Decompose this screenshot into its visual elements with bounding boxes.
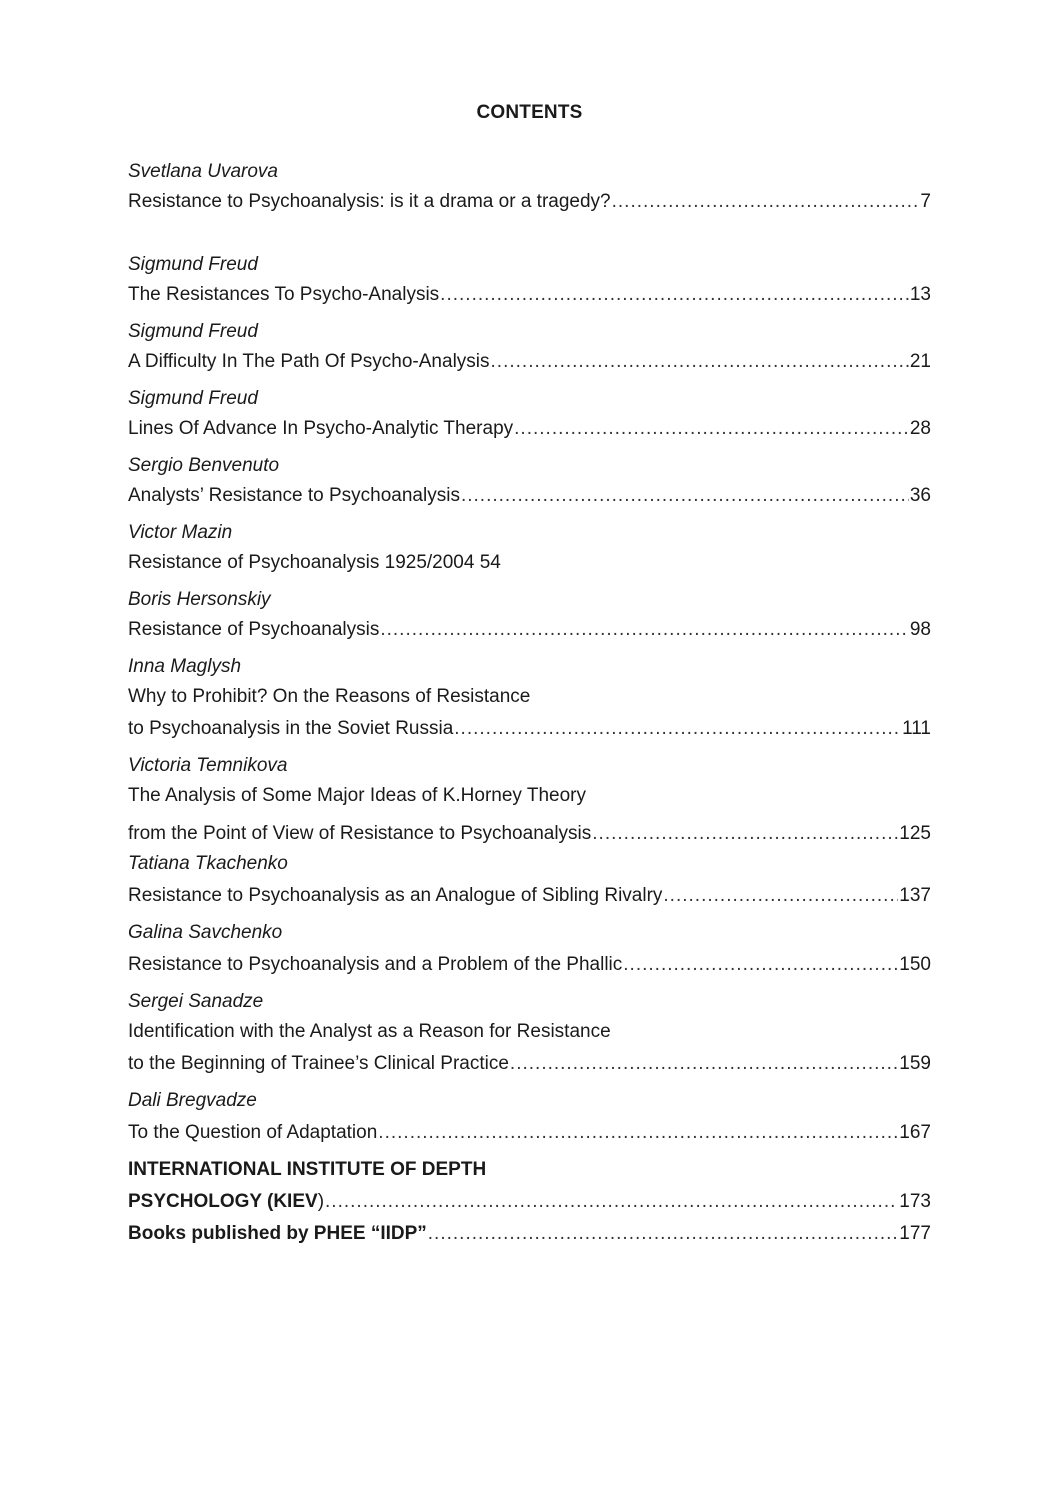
entry-author: Sigmund Freud (128, 388, 258, 409)
dot-leader (592, 819, 898, 849)
dot-leader (378, 1118, 898, 1148)
toc-entry (128, 751, 931, 849)
entry-author: Svetlana Uvarova (128, 161, 278, 182)
dot-leader (428, 1219, 899, 1249)
entry-page: 150 (899, 954, 931, 975)
institute-line2: PSYCHOLOGY (KIEV (128, 1191, 318, 1212)
table-of-contents (128, 157, 931, 1249)
entry-title-line1: Identification with the Analyst as a Reason for Resistance (128, 1021, 611, 1042)
entry-title-line1: Why to Prohibit? On the Reasons of Resistance (128, 686, 531, 707)
entry-title[interactable]: Resistance of Psychoanalysis 1925/2004 54 (128, 552, 501, 573)
entry-page: 36 (909, 485, 931, 506)
entry-page: 13 (909, 284, 931, 305)
institute-line2-suffix: ) (317, 1191, 325, 1212)
entry-title: from the Point of View of Resistance to Psychoanalysis (128, 823, 592, 844)
entry-title-line1: The Analysis of Some Major Ideas of K.Horney Theory (128, 785, 586, 806)
entry-author: Boris Hersonskiy (128, 589, 271, 610)
entry-author: Victoria Temnikova (128, 755, 288, 776)
entry-line[interactable] (128, 280, 931, 310)
entry-page: 137 (899, 885, 931, 906)
entry-author: Tatiana Tkachenko (128, 853, 288, 874)
entry-line[interactable] (128, 615, 931, 645)
entry-line[interactable] (128, 1118, 931, 1148)
entry-author: Sergei Sanadze (128, 991, 264, 1012)
dot-leader (510, 1049, 898, 1079)
dot-leader (325, 1187, 898, 1217)
dot-leader (612, 187, 920, 217)
toc-entry (128, 849, 931, 911)
toc-entry (128, 384, 931, 444)
dot-leader (461, 481, 909, 511)
entry-page: 98 (909, 619, 931, 640)
entry-line[interactable] (128, 1187, 931, 1217)
entry-line[interactable] (128, 1219, 931, 1249)
entry-author: Sigmund Freud (128, 254, 258, 275)
entry-line[interactable] (128, 950, 931, 980)
entry-line[interactable] (128, 481, 931, 511)
entry-line[interactable] (128, 819, 931, 849)
entry-title: Resistance to Psychoanalysis: is it a drama or a tragedy? (128, 191, 611, 212)
institute-line1: INTERNATIONAL INSTITUTE OF DEPTH (128, 1159, 487, 1180)
toc-entry (128, 250, 931, 310)
entry-title: Lines Of Advance In Psycho-Analytic Therapy (128, 418, 514, 439)
entry-author: Victor Mazin (128, 522, 233, 543)
entry-title: A Difficulty In The Path Of Psycho-Analysis (128, 351, 490, 372)
entry-page: 21 (909, 351, 931, 372)
dot-leader (454, 714, 901, 744)
dot-leader (440, 280, 909, 310)
entry-title: to the Beginning of Trainee’s Clinical Practice (128, 1053, 509, 1074)
entry-line[interactable] (128, 714, 931, 744)
entry-line[interactable] (128, 1049, 931, 1079)
entry-page: 111 (902, 718, 931, 739)
toc-entry (128, 918, 931, 980)
entry-title: Resistance of Psychoanalysis (128, 619, 380, 640)
entry-author: Sigmund Freud (128, 321, 258, 342)
entry-page: 177 (899, 1223, 931, 1244)
toc-entry-books (128, 1219, 931, 1249)
toc-entry (128, 1086, 931, 1148)
entry-page: 167 (899, 1122, 931, 1143)
toc-entry (128, 518, 931, 578)
entry-title: Resistance to Psychoanalysis and a Problem of the Phallic (128, 954, 623, 975)
entry-page: 28 (909, 418, 931, 439)
entry-author: Sergio Benvenuto (128, 455, 280, 476)
entry-line[interactable] (128, 414, 931, 444)
toc-entry (128, 317, 931, 377)
dot-leader (514, 414, 909, 444)
entry-line[interactable] (128, 881, 931, 911)
entry-page: 7 (920, 191, 931, 212)
dot-leader (491, 347, 909, 377)
toc-entry (128, 451, 931, 511)
entry-author: Dali Bregvadze (128, 1090, 257, 1111)
entry-title: to Psychoanalysis in the Soviet Russia (128, 718, 454, 739)
entry-title: Resistance to Psychoanalysis as an Analogue of Sibling Rivalry (128, 885, 663, 906)
toc-entry-institute (128, 1155, 931, 1217)
entry-page: 173 (899, 1191, 931, 1212)
dot-leader (380, 615, 909, 645)
toc-entry (128, 987, 931, 1079)
dot-leader (663, 881, 898, 911)
entry-page: 125 (899, 823, 931, 844)
books-title: Books published by PHEE “IIDP” (128, 1223, 427, 1244)
entry-page: 159 (899, 1053, 931, 1074)
entry-title: Analysts’ Resistance to Psychoanalysis (128, 485, 460, 506)
toc-entry (128, 585, 931, 645)
toc-entry (128, 157, 931, 217)
entry-author: Inna Maglysh (128, 656, 242, 677)
entry-author: Galina Savchenko (128, 922, 283, 943)
entry-line[interactable] (128, 347, 931, 377)
dot-leader (623, 950, 898, 980)
page-title: CONTENTS (476, 102, 583, 123)
entry-line[interactable] (128, 187, 931, 217)
entry-title: The Resistances To Psycho-Analysis (128, 284, 440, 305)
toc-entry (128, 652, 931, 744)
entry-title: To the Question of Adaptation (128, 1122, 378, 1143)
